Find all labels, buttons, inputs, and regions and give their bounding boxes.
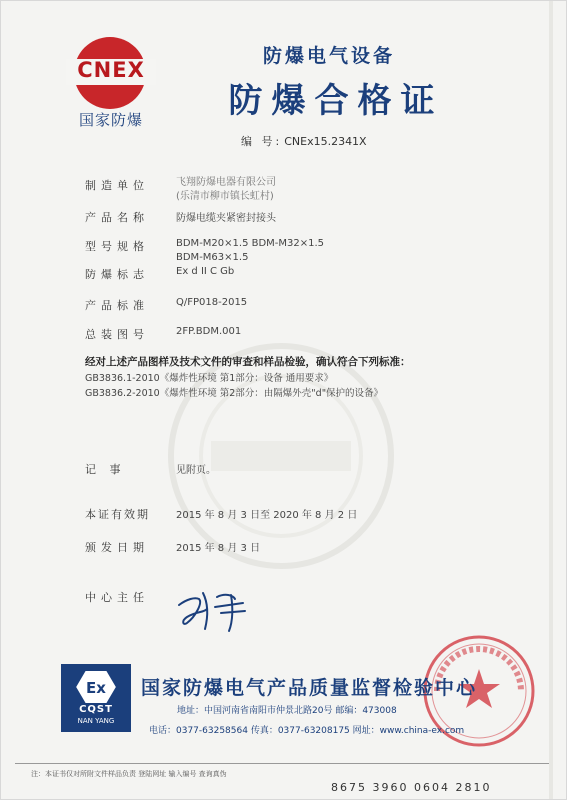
cqst-badge — [61, 664, 131, 732]
ex-marking-label: 防爆标志 — [85, 268, 149, 281]
footer-divider — [15, 763, 553, 764]
cnex-logo — [66, 37, 156, 127]
model-label: 型号规格 — [85, 240, 149, 253]
cert-number-label: 编 号: — [241, 135, 283, 148]
conformity-statement: 经对上述产品图样及技术文件的审查和样品检验，确认符合下列标准： — [85, 356, 411, 368]
director-label: 中心主任 — [85, 591, 149, 604]
notes-label: 记 事 — [85, 463, 126, 476]
issuing-organization: 国家防爆电气产品质量监督检验中心 — [141, 677, 478, 699]
logo-text: CNEX — [77, 58, 145, 82]
serial-number: 8675 3960 0604 2810 — [331, 781, 492, 794]
certificate-title: 防爆合格证 — [228, 81, 444, 121]
product-name-label: 产品名称 — [85, 211, 149, 224]
product-name-value: 防爆电缆夹紧密封接头 — [176, 213, 276, 224]
model-value-line1: BDM-M20×1.5 BDM-M32×1.5 — [176, 238, 325, 249]
director-signature — [173, 583, 263, 633]
badge-ex-text: Ex — [86, 679, 106, 697]
product-standard-label: 产品标准 — [85, 299, 149, 312]
issuer-contact: 电话：0377-63258564 传真：0377-63208175 网址：www.china-ex.com — [149, 726, 465, 736]
footer-note: 注：本证书仅对所附文件样品负责 登陆网址 输入编号 查询真伪 — [31, 770, 227, 778]
manufacturer-label: 制造单位 — [85, 179, 149, 192]
standard-line: GB3836.1-2010《爆炸性环境 第1部分：设备 通用要求》 — [85, 373, 334, 384]
assembly-drawing-label: 总装图号 — [85, 328, 149, 341]
logo-subtitle: 国家防爆 — [78, 111, 143, 129]
manufacturer-address: (乐清市柳市镇长虹村) — [176, 191, 274, 202]
standard-line: GB3836.2-2010《爆炸性环境 第2部分：由隔爆外壳"d"保护的设备》 — [85, 388, 384, 399]
issuer-address: 地址：中国河南省南阳市仲景北路20号 邮编：473008 — [177, 706, 397, 716]
issue-date-label: 颁发日期 — [85, 541, 149, 554]
badge-cqst-text: CQST — [79, 704, 113, 715]
model-value-line2: BDM-M63×1.5 — [176, 252, 249, 263]
manufacturer-name: 飞翔防爆电器有限公司 — [176, 177, 276, 188]
assembly-drawing-value: 2FP.BDM.001 — [176, 326, 242, 337]
issue-date-value: 2015 年 8 月 3 日 — [176, 543, 261, 554]
cert-number — [241, 133, 367, 149]
validity-value: 2015 年 8 月 3 日至 2020 年 8 月 2 日 — [176, 510, 358, 521]
ex-hexagon-icon — [73, 668, 119, 706]
header-line1: 防爆电气设备 — [262, 45, 395, 67]
cert-number-value: CNEx15.2341X — [284, 135, 367, 148]
product-standard-value: Q/FP018-2015 — [176, 297, 248, 308]
edge-shadow — [549, 1, 553, 800]
ex-marking-value: Ex d II C Gb — [176, 266, 235, 277]
badge-nanyang-text: NAN YANG — [77, 717, 115, 725]
validity-label: 本证有效期 — [85, 508, 150, 521]
notes-value: 见附页。 — [176, 465, 216, 476]
